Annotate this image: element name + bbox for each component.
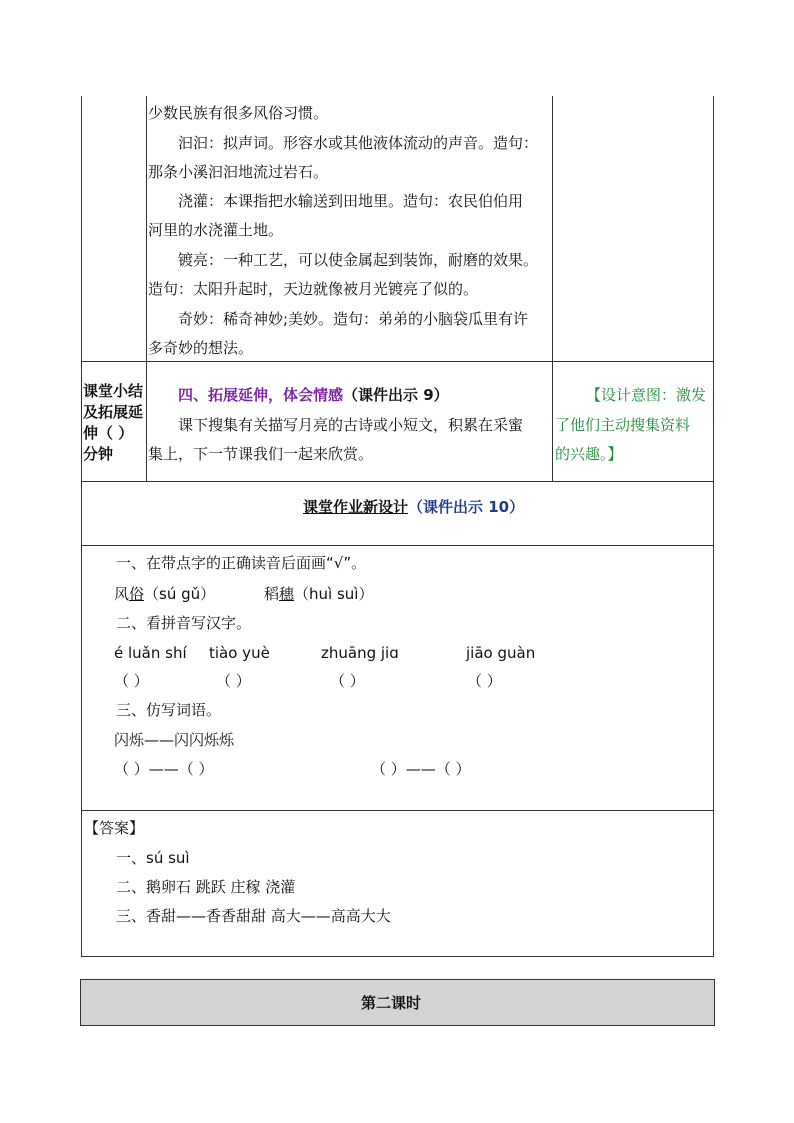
q2-blank-2: （ ） bbox=[216, 672, 251, 690]
design-intent-3: 的兴趣。】 bbox=[555, 445, 623, 463]
homework-q1-word1 bbox=[114, 584, 215, 604]
column-divider-2 bbox=[552, 96, 553, 482]
vocab-guru: 汩汩：拟声词。形容水或其他液体流动的声音。造句： bbox=[178, 134, 539, 152]
summary-heading-note: （课件出示 9） bbox=[343, 386, 449, 404]
q2-pinyin-4: jiāo guàn bbox=[466, 644, 536, 662]
q1-word1-char: 风 bbox=[114, 585, 130, 603]
q3-blank-2: （ ）——（ ） bbox=[371, 760, 471, 778]
second-lesson-bottom-border bbox=[80, 1025, 715, 1026]
row-divider-2 bbox=[81, 481, 714, 482]
answer-2: 二、鹅卵石 跳跃 庄稼 浇灌 bbox=[116, 878, 296, 896]
summary-label-4: 分钟 bbox=[83, 445, 114, 463]
q1-word2-dotted-char: 穗 bbox=[279, 585, 295, 603]
q3-example: 闪烁——闪闪烁烁 bbox=[114, 731, 235, 749]
design-intent-2: 了他们主动搜集资料 bbox=[555, 416, 691, 434]
homework-q2: 二、看拼音写汉字。 bbox=[116, 614, 252, 632]
row-divider-4 bbox=[81, 810, 714, 811]
second-lesson-left-border bbox=[80, 979, 81, 1026]
summary-label-1: 课堂小结 bbox=[83, 382, 144, 400]
summary-heading-text: 四、拓展延伸，体会情感 bbox=[178, 386, 344, 404]
homework-title-text: 课堂作业新设计 bbox=[303, 498, 409, 516]
answers-title: 【答案】 bbox=[84, 819, 145, 837]
table-bottom-border bbox=[81, 956, 714, 957]
answer-1: 一、sú suì bbox=[116, 849, 190, 867]
column-divider-1 bbox=[146, 96, 147, 482]
q3-blank-1: （ ）——（ ） bbox=[114, 760, 214, 778]
table-right-border bbox=[713, 96, 714, 957]
summary-body-2: 集上，下一节课我们一起来欣赏。 bbox=[148, 445, 374, 463]
vocab-jiaoguan-cont: 河里的水浇灌土地。 bbox=[148, 221, 284, 239]
second-lesson-top-border bbox=[80, 979, 715, 980]
q1-word1-options: （sú gǔ） bbox=[144, 585, 216, 603]
row-divider-1 bbox=[81, 361, 714, 362]
summary-body-1: 课下搜集有关描写月亮的古诗或小短文，积累在采蜜 bbox=[178, 416, 524, 434]
q1-word2-options: （huì suì） bbox=[294, 585, 374, 603]
homework-title bbox=[303, 497, 524, 517]
vocab-qimiao-cont: 多奇妙的想法。 bbox=[148, 339, 254, 357]
row-divider-3 bbox=[81, 545, 714, 546]
q2-blank-4: （ ） bbox=[467, 672, 502, 690]
homework-title-note: （课件出示 10） bbox=[408, 498, 525, 516]
table-left-border bbox=[81, 96, 82, 957]
summary-label-3: 伸（ ） bbox=[83, 424, 134, 442]
q2-blank-1: （ ） bbox=[114, 672, 149, 690]
homework-q1-word2 bbox=[264, 584, 373, 604]
answer-3: 三、香甜——香香甜甜 高大——高高大大 bbox=[116, 907, 391, 925]
vocab-jiaoguan: 浇灌：本课指把水输送到田地里。造句：农民伯伯用 bbox=[178, 192, 524, 210]
second-lesson-title: 第二课时 bbox=[361, 994, 422, 1012]
q1-word1-dotted-char: 俗 bbox=[129, 585, 145, 603]
vocab-line: 少数民族有很多风俗习惯。 bbox=[148, 104, 329, 122]
design-intent-1: 【设计意图：激发 bbox=[586, 386, 707, 404]
summary-heading bbox=[178, 385, 449, 405]
second-lesson-right-border bbox=[714, 979, 715, 1026]
q2-pinyin-3: zhuāng jiɑ bbox=[321, 644, 399, 662]
q2-pinyin-1: é luǎn shí bbox=[114, 644, 187, 662]
vocab-dulang-cont: 造句：太阳升起时，天边就像被月光镀亮了似的。 bbox=[148, 280, 479, 298]
vocab-guru-cont: 那条小溪汩汩地流过岩石。 bbox=[148, 163, 329, 181]
q1-word2-char: 稻 bbox=[264, 585, 280, 603]
vocab-qimiao: 奇妙：稀奇神妙;美妙。造句：弟弟的小脑袋瓜里有许 bbox=[178, 310, 529, 328]
q2-pinyin-2: tiào yuè bbox=[209, 644, 270, 662]
vocab-dulang: 镀亮：一种工艺，可以使金属起到装饰，耐磨的效果。 bbox=[178, 251, 539, 269]
summary-label-2: 及拓展延 bbox=[83, 403, 144, 421]
homework-q1: 一、在带点字的正确读音后面画“√”。 bbox=[116, 554, 367, 572]
q2-blank-3: （ ） bbox=[330, 672, 365, 690]
homework-q3: 三、仿写词语。 bbox=[116, 701, 222, 719]
